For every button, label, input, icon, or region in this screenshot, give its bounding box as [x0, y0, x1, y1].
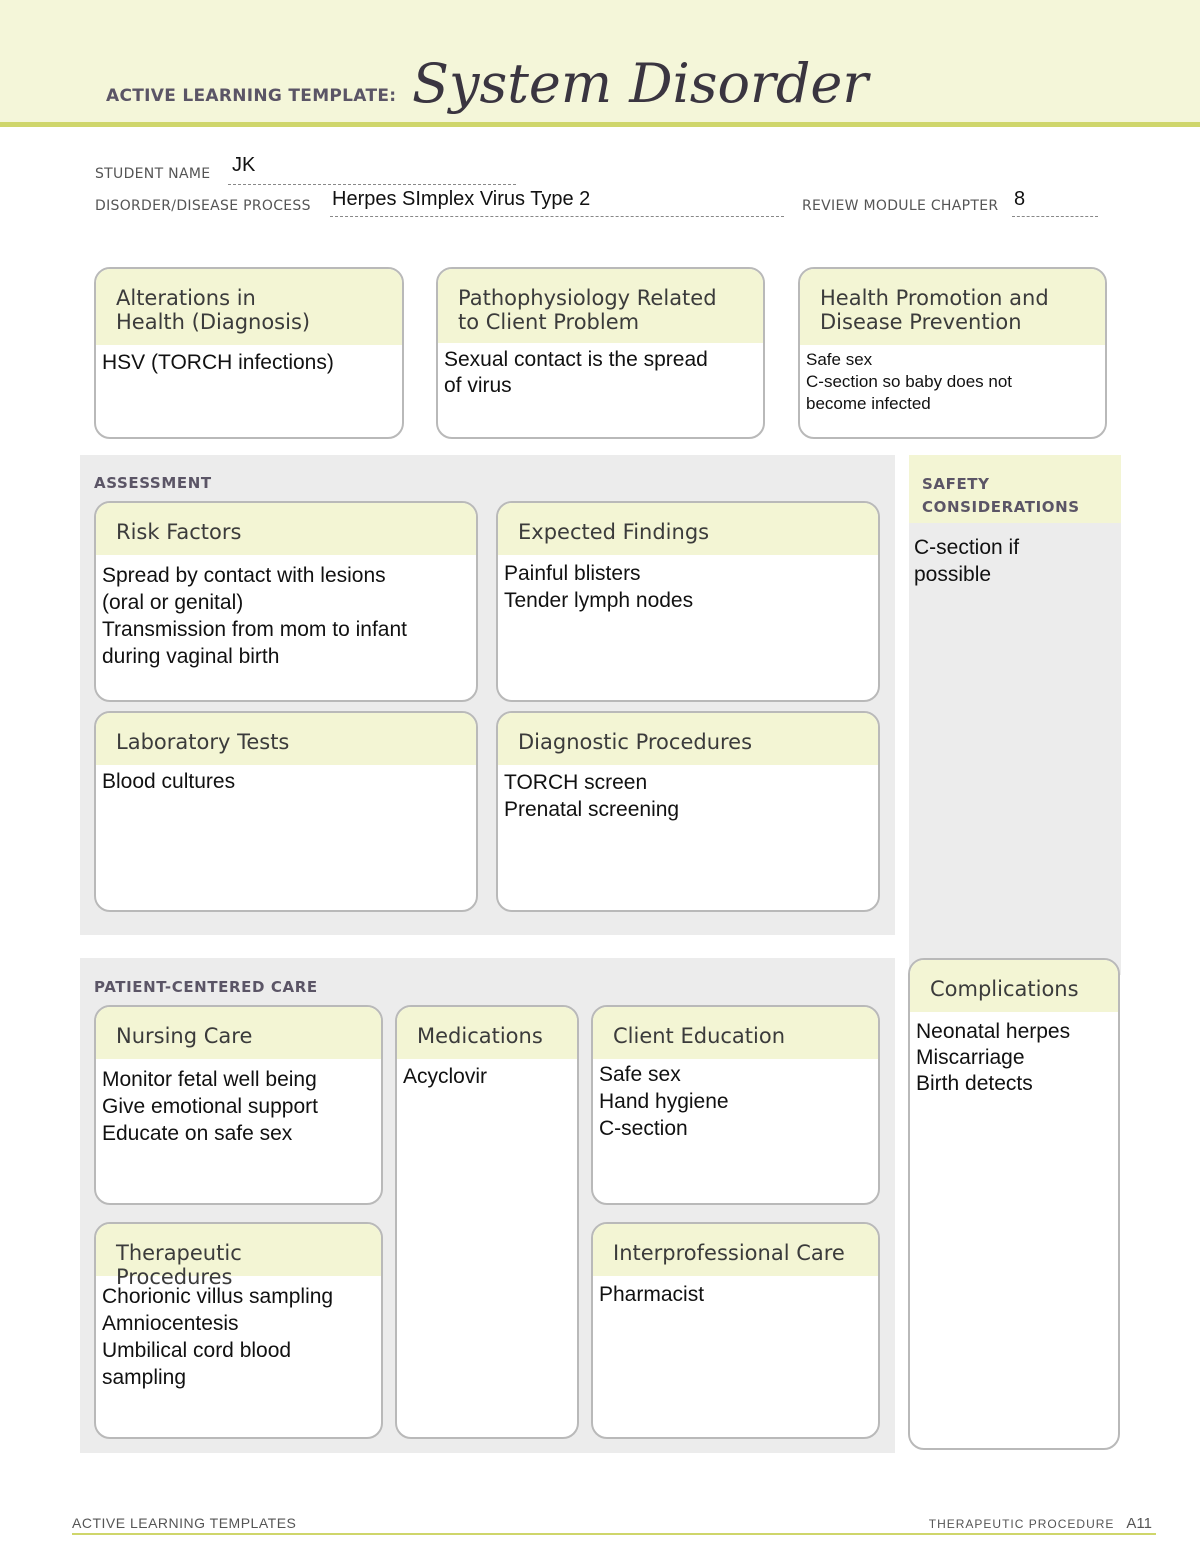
client-education-box[interactable] — [591, 1005, 880, 1205]
complications-title: Complications — [910, 960, 1118, 1012]
pathophysiology-title: Pathophysiology Related to Client Problem — [438, 269, 763, 343]
student-name-value: JK — [232, 154, 256, 176]
student-name-label: STUDENT NAME — [95, 166, 211, 182]
complications-body: Neonatal herpes Miscarriage Birth detects — [916, 1020, 1071, 1095]
health-promotion-title: Health Promotion and Disease Prevention — [800, 269, 1105, 345]
diagnostic-procedures-box[interactable] — [496, 711, 880, 912]
page-title: System Disorder — [412, 52, 869, 115]
nursing-care-title: Nursing Care — [96, 1007, 381, 1059]
safety-body[interactable]: C-section if possible — [914, 536, 1020, 586]
therapeutic-procedures-title: Therapeutic Procedures — [96, 1224, 381, 1276]
footer-divider — [72, 1533, 1156, 1535]
header-divider — [0, 122, 1200, 127]
health-promotion-box[interactable] — [798, 267, 1107, 439]
footer-right — [929, 1515, 1152, 1532]
interprofessional-care-box[interactable] — [591, 1222, 880, 1439]
complications-box[interactable] — [908, 958, 1120, 1450]
client-education-title: Client Education — [593, 1007, 878, 1059]
nursing-care-body: Monitor fetal well being Give emotional support Educate on safe sex — [102, 1068, 318, 1145]
disorder-label: DISORDER/DISEASE PROCESS — [95, 198, 311, 214]
expected-findings-title: Expected Findings — [498, 503, 878, 555]
laboratory-tests-body: Blood cultures — [102, 770, 236, 793]
patient-care-label: PATIENT-CENTERED CARE — [94, 978, 318, 996]
footer-section: THERAPEUTIC PROCEDURE — [928, 1517, 1115, 1531]
template-label: ACTIVE LEARNING TEMPLATE: — [106, 86, 397, 106]
pathophysiology-box[interactable] — [436, 267, 765, 439]
interprofessional-care-body: Pharmacist — [599, 1283, 705, 1306]
laboratory-tests-title: Laboratory Tests — [96, 713, 476, 765]
interprofessional-care-title: Interprofessional Care — [593, 1224, 878, 1276]
chapter-label: REVIEW MODULE CHAPTER — [802, 198, 999, 214]
expected-findings-box[interactable] — [496, 501, 880, 702]
chapter-field[interactable] — [1012, 188, 1098, 217]
health-promotion-body: Safe sex C-section so baby does not become infected — [806, 350, 1013, 413]
therapeutic-procedures-body: Chorionic villus sampling Amniocentesis Umbilical cord blood sampling — [102, 1285, 334, 1389]
laboratory-tests-box[interactable] — [94, 711, 478, 912]
pathophysiology-body: Sexual contact is the spread of virus — [444, 348, 708, 397]
nursing-care-box[interactable] — [94, 1005, 383, 1205]
footer-page-number: A11 — [1126, 1515, 1152, 1532]
assessment-label: ASSESSMENT — [94, 474, 212, 492]
diagnostic-procedures-body: TORCH screen Prenatal screening — [504, 771, 680, 821]
diagnostic-procedures-title: Diagnostic Procedures — [498, 713, 878, 765]
risk-factors-box[interactable] — [94, 501, 478, 702]
risk-factors-body: Spread by contact with lesions (oral or genital) Transmission from mom to infant during vaginal birth — [102, 564, 407, 668]
alterations-title: Alterations in Health (Diagnosis) — [96, 269, 402, 345]
client-education-body: Safe sex Hand hygiene C-section — [599, 1063, 729, 1140]
student-name-field[interactable] — [228, 154, 516, 185]
alterations-box[interactable] — [94, 267, 404, 439]
safety-label: SAFETY CONSIDERATIONS — [922, 475, 1080, 516]
chapter-value: 8 — [1014, 188, 1026, 210]
disorder-field[interactable] — [330, 188, 784, 217]
expected-findings-body: Painful blisters Tender lymph nodes — [504, 562, 694, 612]
risk-factors-title: Risk Factors — [96, 503, 476, 555]
medications-title: Medications — [397, 1007, 577, 1059]
alterations-body: HSV (TORCH infections) — [102, 351, 334, 374]
disorder-value: Herpes SImplex Virus Type 2 — [332, 188, 591, 210]
medications-box[interactable] — [395, 1005, 579, 1439]
medications-body: Acyclovir — [403, 1065, 488, 1088]
therapeutic-procedures-box[interactable] — [94, 1222, 383, 1439]
footer-left: ACTIVE LEARNING TEMPLATES — [72, 1515, 297, 1531]
